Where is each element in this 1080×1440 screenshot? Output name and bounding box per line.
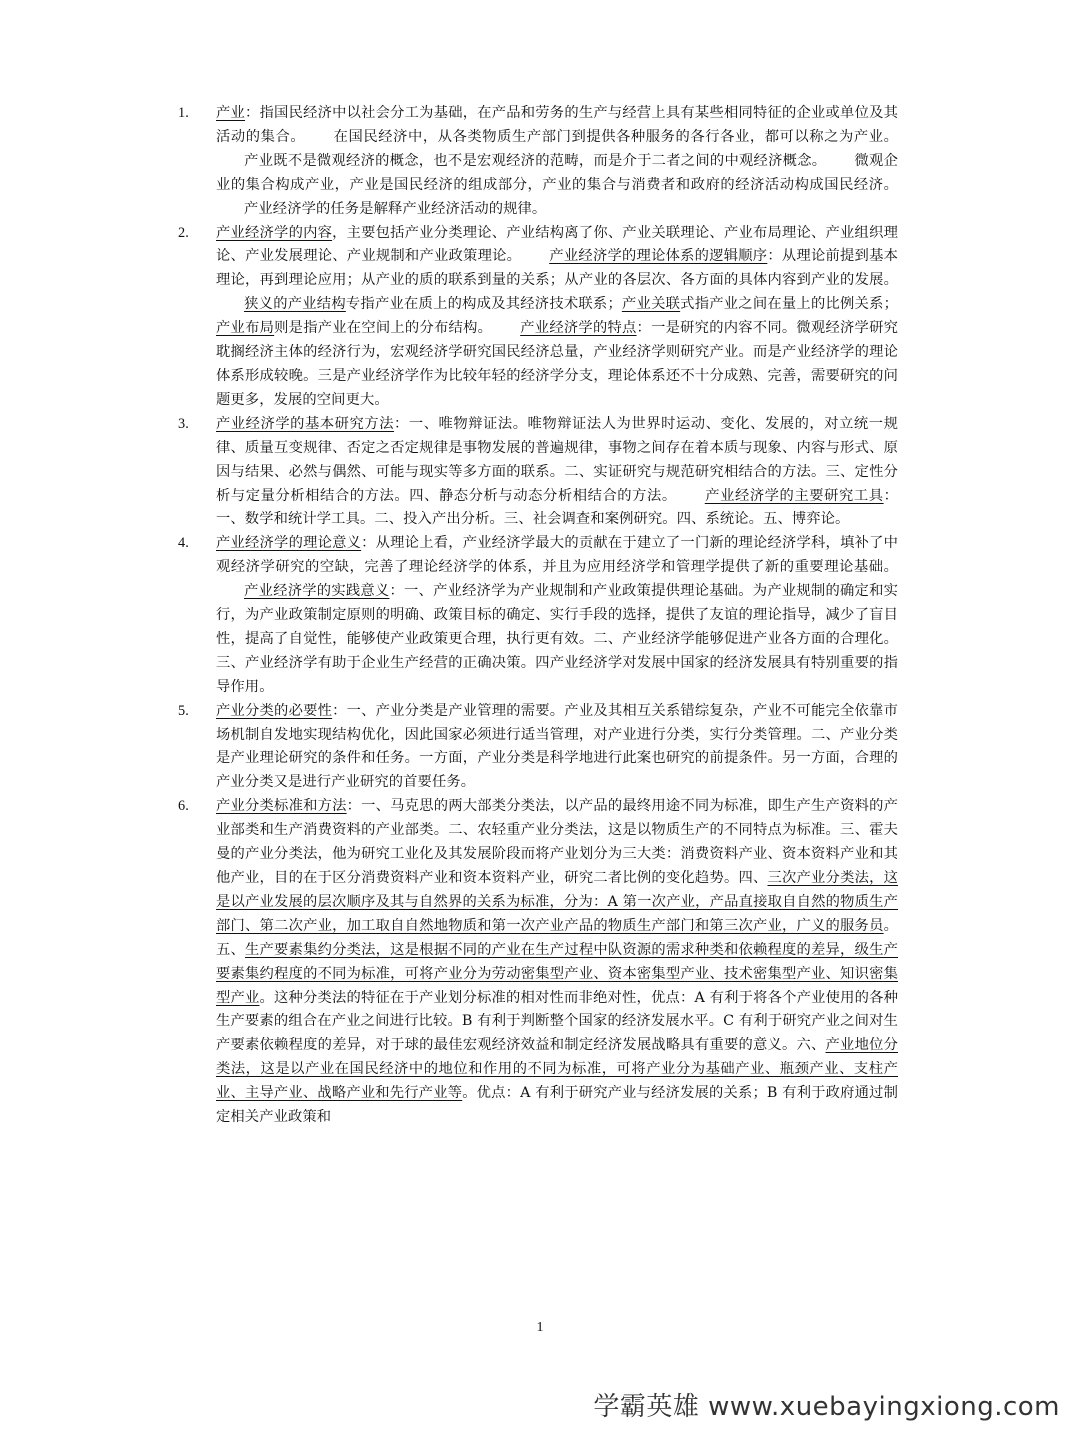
underlined-term: 产业经济学的理论意义 xyxy=(216,535,362,552)
body-text: 则是指产业在空间上的分布结构。 xyxy=(274,320,493,337)
list-item xyxy=(178,795,898,1130)
body-text: 式指产业之间在量上的比例关系； xyxy=(680,296,899,313)
list-item-number: 6. xyxy=(178,798,189,815)
list-item xyxy=(178,102,898,222)
numbered-list xyxy=(178,102,898,1130)
body-text: ：一、数学和统计学工具。二、投入产出分析。三、社会调查和案例研究。四、系统论。五、博弈论。 xyxy=(216,487,898,528)
body-text: 专指产业在质上的构成及其经济技术联系； xyxy=(345,296,622,313)
body-text: ：一是研究的内容不同。微观经济学研究耽搁经济主体的经济行为，宏观经济学研究国民经济总量，产业经济学则研究产业。而是产业经济学的理论体系形成较晚。三是产业经济学作为比较年轻的经济学分支，理论体系还不十分成熟、完善，需要研究的问题更多，发展的空间更大。 xyxy=(216,320,898,408)
underlined-term: 生产要素集约分类法，这是根据不同的产业在生产过程中队资源的需求种类和依赖程度的差异，级生产要素集约程度的不同为标准，可将产业分为劳动密集型产业、资本密集型产业、技术密集型产业、知识密集型产业 xyxy=(216,941,898,1006)
list-item-number: 3. xyxy=(178,415,189,432)
underlined-term: 产业经济学的基本研究方法 xyxy=(216,415,395,432)
body-text: ：一、产业经济学为产业规制和产业政策提供理论基础。为产业规制的确定和实行，为产业政策制定原则的明确、政策目标的确定、实行手段的选择，提供了友谊的理论指导，减少了盲目性，提高了自觉性，能够使产业政策更合理，执行更有效。二、产业经济学能够促进产业各方面的合理化。三、产业经济学有助于企业生产经营的正确决策。四产业经济学对发展中国家的经济发展具有特别重要的指导作用。 xyxy=(216,583,898,695)
underlined-term: 三次产业分类法，这是以产业发展的层次顺序及其与自然界的关系为标准，分为：A 第一次产业，产品直接取自自然的物质生产部门、第二次产业，加工取自自然地物质和第一次产业产品的物质生产部门和第三次产业，广义的服务员 xyxy=(216,870,899,934)
underlined-term: 产业 xyxy=(216,105,246,121)
body-text: ：从理论前提到基本理论，再到理论应用；从产业的质的联系到量的关系；从产业的各层次、各方面的具体内容到产业的发展。 xyxy=(216,248,899,289)
list-item-number: 5. xyxy=(178,702,189,719)
list-item xyxy=(178,700,898,796)
body-text: ：指国民经济中以社会分工为基础，在产品和劳务的生产与经营上具有某些相同特征的企业或单位及其活动的集合。 xyxy=(216,105,898,145)
document-body xyxy=(178,102,898,1130)
underlined-term: 产业地位分类法，这是以产业在国民经济中的地位和作用的不同为标准，可将产业分为基础产业、瓶颈产业、支柱产业、主导产业、战略产业和先行产业等 xyxy=(216,1037,898,1102)
body-text: 产业经济学的任务是解释产业经济活动的规律。 xyxy=(244,200,547,217)
body-text: 。优点：A 有利于研究产业与经济发展的关系；B 有利于政府通过制定相关产业政策和 xyxy=(216,1085,898,1126)
site-watermark: 学霸英雄 www.xuebayingxiong.com xyxy=(593,1392,1060,1422)
underlined-term: 产业布局 xyxy=(216,320,275,337)
body-text: ，主要包括产业分类理论、产业结构离了你、产业关联理论、产业布局理论、产业组织理论、产业发展理论、产业规制和产业政策理论。 xyxy=(216,224,898,265)
underlined-term: 产业经济学的内容 xyxy=(216,224,333,241)
list-item-number: 1. xyxy=(178,105,189,121)
underlined-term: 产业分类标准和方法 xyxy=(216,798,347,815)
body-text: ：一、产业分类是产业管理的需要。产业及其相互关系错综复杂，产业不可能完全依靠市场机制自发地实现结构优化，因此国家必须进行适当管理，对产业进行分类，实行分类管理。二、产业分类是产业理论研究的条件和任务。一方面，产业分类是科学地进行此案也研究的前提条件。另一方面，合理的产业分类又是进行产业研究的首要任务。 xyxy=(216,702,898,791)
list-item xyxy=(178,413,898,533)
list-item xyxy=(178,532,898,699)
body-text: 微观企业的集合构成产业，产业是国民经济的组成部分，产业的集合与消费者和政府的经济活动构成国民经济。 xyxy=(216,152,898,193)
body-text: 产业既不是微观经济的概念，也不是宏观经济的范畴，而是介于二者之间的中观经济概念。 xyxy=(244,152,827,169)
body-text: ：一、马克思的两大部类分类法，以产品的最终用途不同为标准，即生产生产资料的产业部类和生产消费资料的产业部类。二、农轻重产业分类法，这是以物质生产的不同特点为标准。三、霍夫曼的产业分类法，他为研究工业化及其发展阶段而将产业划分为三大类：消费资料产业、资本资料产业和其他产业，目的在于区分消费资料产业和资本资料产业，研究二者比例的变化趋势。四、 xyxy=(216,798,899,886)
underlined-term: 产业经济学的实践意义 xyxy=(244,583,390,600)
underlined-term: 产业分类的必要性 xyxy=(216,702,333,719)
underlined-term: 狭义的产业结构 xyxy=(244,296,346,313)
list-item xyxy=(178,222,898,413)
underlined-term: 产业经济学的理论体系的逻辑顺序 xyxy=(549,248,768,265)
list-item-number: 4. xyxy=(178,535,189,552)
body-text: 。五、 xyxy=(216,917,898,958)
body-text: 在国民经济中，从各类物质生产部门到提供各种服务的各行各业，都可以称之为产业。 xyxy=(333,128,898,145)
body-text: ：从理论上看，产业经济学最大的贡献在于建立了一门新的理论经济学科，填补了中观经济学研究的空缺，完善了理论经济学的体系，并且为应用经济学和管理学提供了新的重要理论基础。 xyxy=(216,535,899,576)
page-number: 1 xyxy=(536,1320,544,1335)
body-text: 。这种分类法的特征在于产业划分标准的相对性而非绝对性，优点：A 有利于将各个产业使用的各种生产要素的组合在产业之间进行比较。B 有利于判断整个国家的经济发展水平。C 有利于研究产业之间对生产要素依赖程度的差异，对于球的最佳宏观经济效益和制定经济发展战略具有重要的意义。六、 xyxy=(216,989,898,1054)
underlined-term: 产业关联 xyxy=(621,296,681,313)
underlined-term: 产业经济学的特点 xyxy=(520,320,637,337)
underlined-term: 产业经济学的主要研究工具 xyxy=(704,487,884,504)
body-text: ：一、唯物辩证法。唯物辩证法人为世界时运动、变化、发展的，对立统一规律、质量互变规律、否定之否定规律是事物发展的普遍规律，事物之间存在着本质与现象、内容与形式、原因与结果、必然与偶然、可能与现实等多方面的联系。二、实证研究与规范研究相结合的方法。三、定性分析与定量分析相结合的方法。四、静态分析与动态分析相结合的方法。 xyxy=(216,415,898,504)
list-item-number: 2. xyxy=(178,224,189,241)
